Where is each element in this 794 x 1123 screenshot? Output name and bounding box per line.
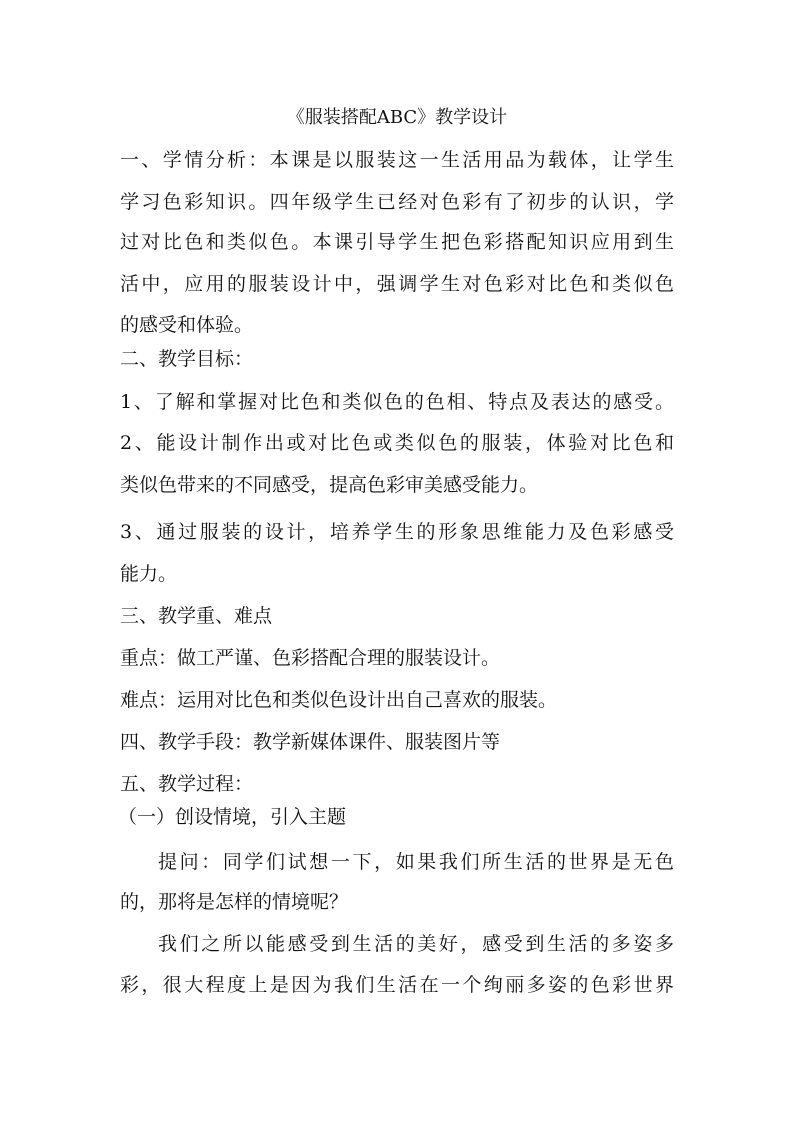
keypoint-difficulty: 难点：运用对比色和类似色设计出自己喜欢的服装。 xyxy=(120,689,558,711)
analysis-line-1: 一、学情分析：本课是以服装这一生活用品为载体，让学生 xyxy=(120,149,674,171)
process-para-1-line-2: 的，那将是怎样的情境呢？ xyxy=(120,891,349,913)
goals-heading: 二、教学目标： xyxy=(120,348,254,370)
analysis-line-3: 过对比色和类似色。本课引导学生把色彩搭配知识应用到生 xyxy=(120,231,674,253)
analysis-line-2: 学习色彩知识。四年级学生已经对色彩有了初步的认识，学 xyxy=(120,191,674,213)
goal-item-1: 1、了解和掌握对比色和类似色的色相、特点及表达的感受。 xyxy=(120,391,674,413)
goal-item-2: 2、能设计制作出或对比色或类似色的服装，体验对比色和 xyxy=(120,432,674,454)
goal-item-3-cont: 能力。 xyxy=(120,563,178,585)
process-para-1-line-1: 提问：同学们试想一下，如果我们所生活的世界是无色 xyxy=(158,851,674,873)
keypoints-heading: 三、教学重、难点 xyxy=(120,605,273,627)
process-subheading-1: （一）创设情境，引入主题 xyxy=(118,806,347,828)
goal-item-2-cont: 类似色带来的不同感受，提高色彩审美感受能力。 xyxy=(120,474,539,496)
document-title: 《服装搭配ABC》教学设计 xyxy=(286,107,508,128)
means-heading: 四、教学手段：教学新媒体课件、服装图片等 xyxy=(120,731,501,753)
process-heading: 五、教学过程： xyxy=(120,773,254,795)
keypoint-focus: 重点：做工严谨、色彩搭配合理的服装设计。 xyxy=(120,647,501,669)
process-para-2-line-1: 我们之所以能感受到生活的美好，感受到生活的多姿多 xyxy=(158,933,674,955)
analysis-line-5: 的感受和体验。 xyxy=(120,314,254,336)
goal-item-3: 3、通过服装的设计，培养学生的形象思维能力及色彩感受 xyxy=(120,521,674,543)
analysis-line-4: 活中，应用的服装设计中，强调学生对色彩对比色和类似色 xyxy=(120,273,674,295)
process-para-2-line-2: 彩，很大程度上是因为我们生活在一个绚丽多姿的色彩世界 xyxy=(120,974,674,996)
